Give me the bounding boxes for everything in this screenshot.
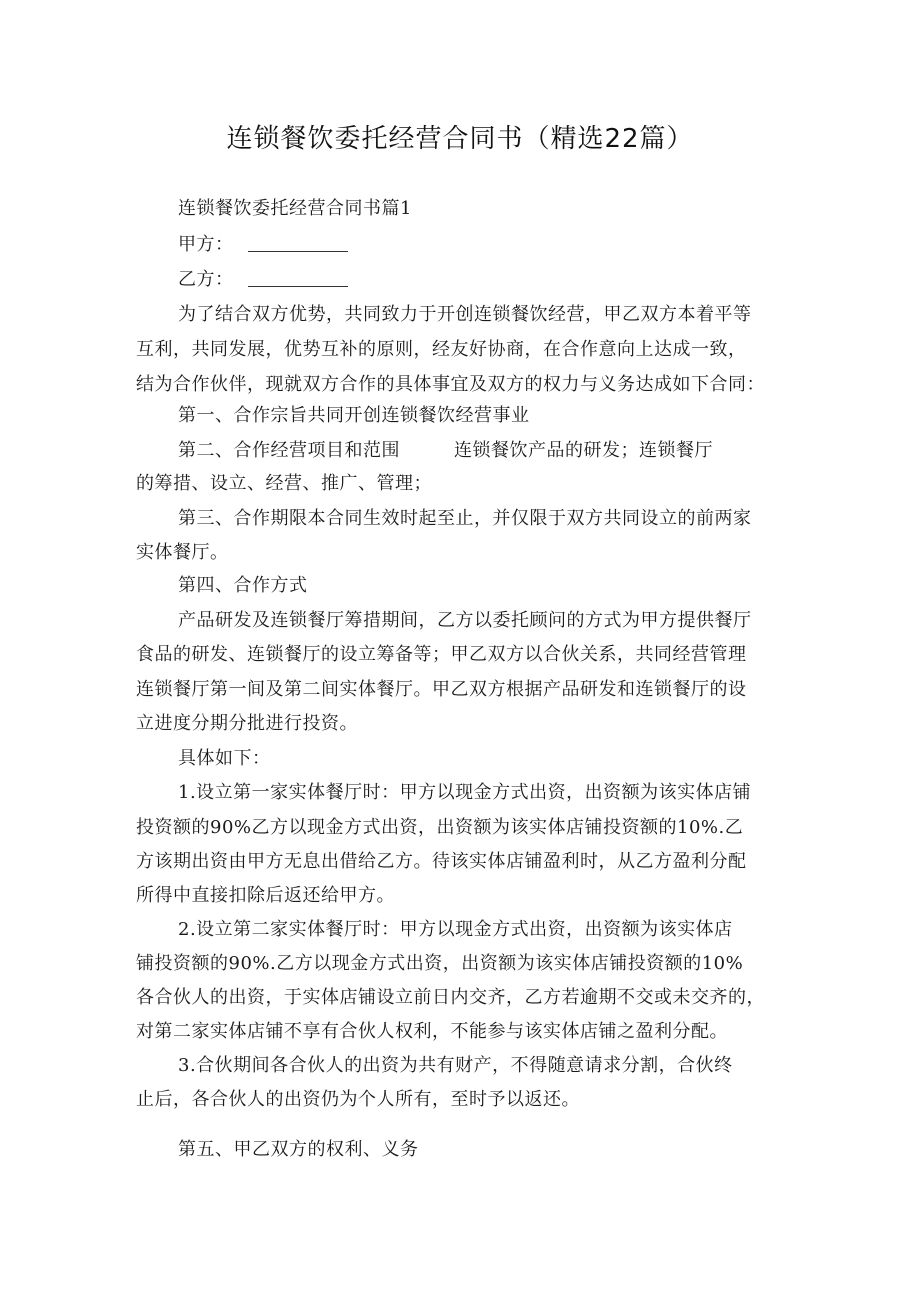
intro-line: 结为合作伙伴，现就双方合作的具体事宜及双方的权力与义务达成如下合同： bbox=[136, 374, 765, 395]
party-a-blank bbox=[248, 233, 348, 252]
item-2-line: 对第二家实体店铺不享有合伙人权利，不能参与该实体店铺之盈利分配。 bbox=[136, 1021, 728, 1042]
item-3-line: 止后，各合伙人的出资仍为个人所有，至时予以返还。 bbox=[136, 1089, 580, 1110]
clause-2-line bbox=[178, 438, 713, 464]
clause-5: 第五、甲乙双方的权利、义务 bbox=[178, 1139, 419, 1160]
section-heading: 连锁餐饮委托经营合同书篇1 bbox=[178, 198, 412, 219]
clause-2-head: 第二、合作经营项目和范围 bbox=[178, 440, 400, 461]
details-label: 具体如下： bbox=[178, 748, 271, 769]
party-b-blank bbox=[248, 268, 348, 287]
item-1-line: 所得中直接扣除后返还给甲方。 bbox=[136, 885, 395, 906]
method-line: 连锁餐厅第一间及第二间实体餐厅。甲乙双方根据产品研发和连锁餐厅的设 bbox=[136, 679, 747, 700]
item-1-line: 投资额的90%乙方以现金方式出资，出资额为该实体店铺投资额的10%.乙 bbox=[136, 817, 744, 838]
method-line: 食品的研发、连锁餐厅的设立筹备等；甲乙双方以合伙关系，共同经营管理 bbox=[136, 644, 747, 665]
party-b-line bbox=[178, 267, 348, 293]
document-title: 连锁餐饮委托经营合同书（精选22篇） bbox=[226, 124, 694, 154]
item-1-line: 方该期出资由甲方无息出借给乙方。待该实体店铺盈利时，从乙方盈利分配 bbox=[136, 851, 747, 872]
clause-1: 第一、合作宗旨共同开创连锁餐饮经营事业 bbox=[178, 405, 530, 426]
item-2-line: 铺投资额的90%.乙方以现金方式出资，出资额为该实体店铺投资额的10% bbox=[136, 953, 744, 974]
clause-2-tail: 连锁餐饮产品的研发；连锁餐厅 bbox=[454, 440, 713, 461]
party-a-label: 甲方： bbox=[178, 234, 234, 255]
item-2-line: 2.设立第二家实体餐厅时：甲方以现金方式出资，出资额为该实体店 bbox=[178, 919, 733, 940]
clause-2-cont: 的筹措、设立、经营、推广、管理； bbox=[136, 473, 432, 494]
clause-3-line: 实体餐厅。 bbox=[136, 542, 229, 563]
method-line: 产品研发及连锁餐厅筹措期间，乙方以委托顾问的方式为甲方提供餐厅 bbox=[178, 610, 752, 631]
party-a-line bbox=[178, 232, 348, 258]
item-3-line: 3.合伙期间各合伙人的出资为共有财产，不得随意请求分割，合伙终 bbox=[178, 1055, 733, 1076]
party-b-label: 乙方： bbox=[178, 269, 234, 290]
clause-3-line: 第三、合作期限本合同生效时起至止，并仅限于双方共同设立的前两家 bbox=[178, 508, 752, 529]
intro-line: 为了结合双方优势，共同致力于开创连锁餐饮经营，甲乙双方本着平等 bbox=[178, 304, 752, 325]
item-2-line: 各合伙人的出资，于实体店铺设立前日内交齐，乙方若逾期不交或未交齐的， bbox=[136, 987, 765, 1008]
clause-4: 第四、合作方式 bbox=[178, 575, 308, 596]
method-line: 立进度分期分批进行投资。 bbox=[136, 713, 358, 734]
item-1-line: 1.设立第一家实体餐厅时：甲方以现金方式出资，出资额为该实体店铺 bbox=[178, 782, 752, 803]
intro-line: 互利，共同发展，优势互补的原则，经友好协商，在合作意向上达成一致， bbox=[136, 339, 747, 360]
